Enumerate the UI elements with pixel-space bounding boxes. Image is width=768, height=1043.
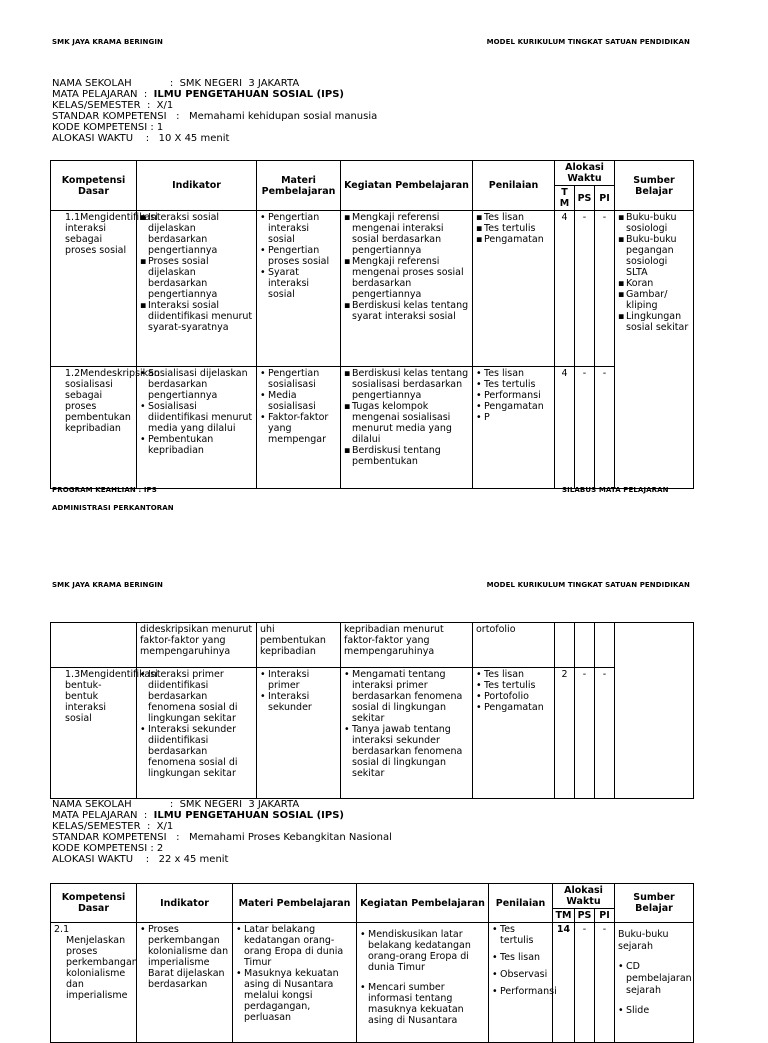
table-row bbox=[51, 923, 694, 1043]
meta-row: KELAS/SEMESTER : X/1 bbox=[52, 821, 174, 832]
ps-cell: - bbox=[575, 211, 595, 367]
header-kegiatan: Kegiatan Pembelajaran bbox=[341, 161, 473, 211]
kd-cell bbox=[51, 623, 137, 668]
kd-cell: 1.1Mengidentifikasi interaksi sebagai proses sosial bbox=[51, 211, 137, 367]
sumber-cell: ▪ Buku-buku sosiologi ▪ Buku-buku pegangan sosiologi SLTA ▪ Koran ▪ Gambar/ kliping ▪ Lingkungan sosial sekitar bbox=[615, 211, 694, 489]
meta-row: KELAS/SEMESTER : X/1 bbox=[52, 100, 174, 111]
meta-row: ALOKASI WAKTU : 22 x 45 menit bbox=[52, 854, 229, 865]
tm-cell: 4 bbox=[555, 211, 575, 367]
table-row bbox=[51, 211, 694, 367]
header-kd: Kompetensi Dasar bbox=[51, 884, 137, 923]
header-left: SMK JAYA KRAMA BERINGIN bbox=[52, 38, 164, 46]
meta-row: MATA PELAJARAN : ILMU PENGETAHUAN SOSIAL (IPS) bbox=[52, 89, 344, 100]
indikator-cell: ▪ Interaksi sosial dijelaskan berdasarkan pengertiannya ▪ Proses sosial dijelaskan berdasarkan pengertiannya ▪ Interaksi sosial diidentifikasi menurut syarat-syaratnya bbox=[137, 211, 257, 367]
penilaian-cell: • Tes lisan • Tes tertulis • Performansi • Pengamatan • P bbox=[473, 367, 555, 489]
header-indikator: Indikator bbox=[137, 161, 257, 211]
header-pi: PI bbox=[595, 909, 615, 923]
tm-cell: 14 bbox=[553, 923, 575, 1043]
kegiatan-cell: kepribadian menurut faktor-faktor yang mempengaruhinya bbox=[341, 623, 473, 668]
header-right: MODEL KURIKULUM TINGKAT SATUAN PENDIDIKAN bbox=[486, 581, 690, 589]
kegiatan-cell: ▪ Berdiskusi kelas tentang sosialisasi berdasarkan pengertiannya ▪ Tugas kelompok mengenai sosialisasi menurut media yang dilalui ▪ Berdiskusi tentang pembentukan bbox=[341, 367, 473, 489]
meta-row: NAMA SEKOLAH : SMK NEGERI 3 JAKARTA bbox=[52, 78, 300, 89]
pi-cell: - bbox=[595, 923, 615, 1043]
header-alokasi: Alokasi Waktu bbox=[555, 161, 615, 186]
ps-cell: - bbox=[575, 923, 595, 1043]
header-kd: Kompetensi Dasar bbox=[51, 161, 137, 211]
meta-row: ALOKASI WAKTU : 10 X 45 menit bbox=[52, 133, 230, 144]
meta-block bbox=[52, 78, 377, 144]
header-pi: PI bbox=[595, 186, 615, 211]
tm-cell: 2 bbox=[555, 668, 575, 799]
materi-cell: • Latar belakang kedatangan orang-orang Eropa di dunia Timur • Masuknya kekuatan asing di Nusantara melalui kongsi perdagangan, perluasan bbox=[233, 923, 357, 1043]
silabus-table-1 bbox=[50, 160, 694, 489]
table-row bbox=[51, 367, 694, 489]
header-sumber: Sumber Belajar bbox=[615, 161, 694, 211]
materi-cell: • Interaksi primer • Interaksi sekunder bbox=[257, 668, 341, 799]
penilaian-cell: ▪ Tes lisan ▪ Tes tertulis ▪ Pengamatan bbox=[473, 211, 555, 367]
footer-left: PROGRAM KEAHLIAN : IPS bbox=[52, 486, 157, 494]
header-tm: T M bbox=[555, 186, 575, 211]
pi-cell: - bbox=[595, 211, 615, 367]
sumber-cell: Buku-buku sejarah • CD pembelajaran sejarah • Slide bbox=[615, 923, 694, 1043]
footer-left-2: ADMINISTRASI PERKANTORAN bbox=[52, 504, 174, 512]
indikator-cell: • Interaksi primer diidentifikasi berdasarkan fenomena sosial di lingkungan sekitar • Interaksi sekunder diidentifikasi berdasarkan fenomena sosial di lingkungan sekitar bbox=[137, 668, 257, 799]
meta-row: KODE KOMPETENSI : 1 bbox=[52, 122, 164, 133]
materi-cell: uhi pembentukan kepribadian bbox=[257, 623, 341, 668]
meta-block-2 bbox=[52, 799, 392, 865]
kd-cell bbox=[51, 923, 137, 1043]
penilaian-cell: • Tes tertulis • Tes lisan • Observasi • Performansi bbox=[489, 923, 553, 1043]
header-sumber: Sumber Belajar bbox=[615, 884, 694, 923]
footer-right: SILABUS MATA PELAJARAN bbox=[562, 486, 669, 494]
kd-cell: 1.3Mengidentifikasi bentuk-bentuk interaksi sosial bbox=[51, 668, 137, 799]
ps-cell: - bbox=[575, 367, 595, 489]
kd-text: Menjelaskan proses perkembangan kolonialisme dan imperialisme bbox=[66, 935, 138, 1001]
kegiatan-cell: ▪ Mengkaji referensi mengenai interaksi sosial berdasarkan pengertiannya ▪ Mengkaji referensi mengenai proses sosial berdasarkan pengertiannya ▪ Berdiskusi kelas tentang syarat interaksi sosial bbox=[341, 211, 473, 367]
tm-cell: 4 bbox=[555, 367, 575, 489]
header-left: SMK JAYA KRAMA BERINGIN bbox=[52, 581, 164, 589]
header-kegiatan: Kegiatan Pembelajaran bbox=[357, 884, 489, 923]
header-materi: Materi Pembelajaran bbox=[233, 884, 357, 923]
meta-row: NAMA SEKOLAH : SMK NEGERI 3 JAKARTA bbox=[52, 799, 300, 810]
materi-cell: • Pengertian interaksi sosial • Pengertian proses sosial • Syarat interaksi sosial bbox=[257, 211, 341, 367]
meta-row: KODE KOMPETENSI : 2 bbox=[52, 843, 164, 854]
header-ps: PS bbox=[575, 909, 595, 923]
table-row bbox=[51, 668, 694, 799]
silabus-table-2 bbox=[50, 883, 694, 1043]
indikator-cell: • Sosialisasi dijelaskan berdasarkan pengertiannya • Sosialisasi diidentifikasi menurut media yang dilalui • Pembentukan kepribadian bbox=[137, 367, 257, 489]
penilaian-cell: ortofolio bbox=[473, 623, 555, 668]
header-indikator: Indikator bbox=[137, 884, 233, 923]
materi-cell: • Pengertian sosialisasi • Media sosialisasi • Faktor-faktor yang mempengar bbox=[257, 367, 341, 489]
indikator-cell: • Proses perkembangan kolonialisme dan imperialisme Barat dijelaskan berdasarkan bbox=[137, 923, 233, 1043]
header-tm: TM bbox=[553, 909, 575, 923]
kegiatan-cell: • Mendiskusikan latar belakang kedatangan orang-orang Eropa di dunia Timur • Mencari sumber informasi tentang masuknya kekuatan asing di Nusantara bbox=[357, 923, 489, 1043]
kegiatan-cell: • Mengamati tentang interaksi primer berdasarkan fenomena sosial di lingkungan sekitar • Tanya jawab tentang interaksi sekunder berdasarkan fenomena sosial di lingkungan sekitar bbox=[341, 668, 473, 799]
meta-row: STANDAR KOMPETENSI : Memahami Proses Kebangkitan Nasional bbox=[52, 832, 392, 843]
header-ps: PS bbox=[575, 186, 595, 211]
header-alokasi: Alokasi Waktu bbox=[553, 884, 615, 909]
header-materi: Materi Pembelajaran bbox=[257, 161, 341, 211]
header-penilaian: Penilaian bbox=[489, 884, 553, 923]
penilaian-cell: • Tes lisan • Tes tertulis • Portofolio • Pengamatan bbox=[473, 668, 555, 799]
ps-cell: - bbox=[575, 668, 595, 799]
silabus-table-1-continued bbox=[50, 622, 694, 799]
kd-cell: 1.2Mendeskripsikan sosialisasi sebagai proses pembentukan kepribadian bbox=[51, 367, 137, 489]
pi-cell: - bbox=[595, 668, 615, 799]
table-row bbox=[51, 623, 694, 668]
header-penilaian: Penilaian bbox=[473, 161, 555, 211]
header-right: MODEL KURIKULUM TINGKAT SATUAN PENDIDIKAN bbox=[486, 38, 690, 46]
kd-number: 2.1 bbox=[54, 924, 70, 935]
meta-row: STANDAR KOMPETENSI : Memahami kehidupan sosial manusia bbox=[52, 111, 378, 122]
meta-row: MATA PELAJARAN : ILMU PENGETAHUAN SOSIAL (IPS) bbox=[52, 810, 344, 821]
pi-cell: - bbox=[595, 367, 615, 489]
indikator-cell: dideskripsikan menurut faktor-faktor yang mempengaruhinya bbox=[137, 623, 257, 668]
